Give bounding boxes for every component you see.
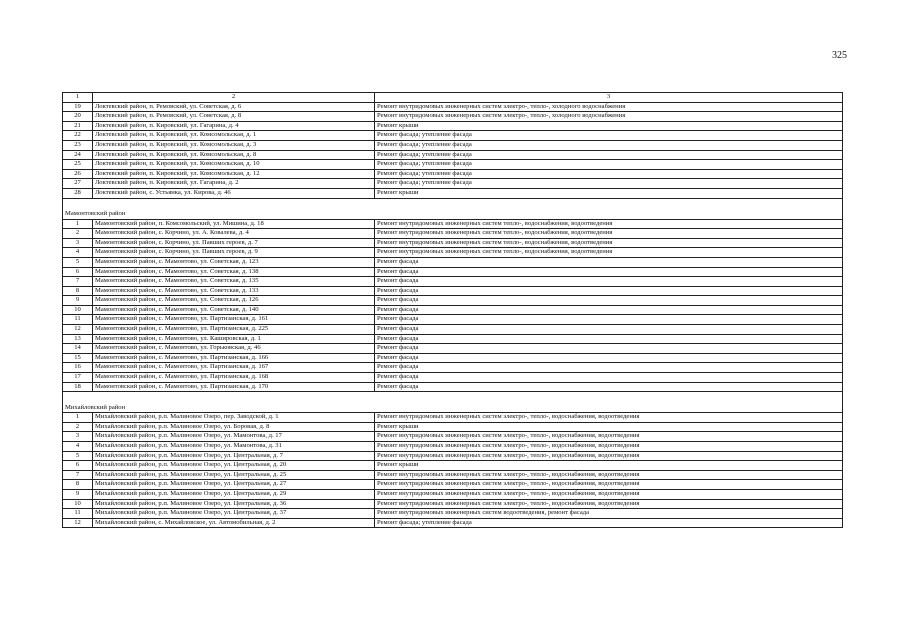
table-row bbox=[63, 325, 843, 335]
row-work-type: Ремонт фасада; утепление фасада bbox=[375, 160, 843, 170]
row-work-type: Ремонт фасада bbox=[375, 257, 843, 267]
row-work-type: Ремонт внутридомовых инженерных систем тепло-, водоснабжения, водоотведения bbox=[375, 229, 843, 239]
row-number: 3 bbox=[63, 432, 93, 442]
row-work-type: Ремонт фасада bbox=[375, 315, 843, 325]
table-row bbox=[63, 413, 843, 423]
row-number: 7 bbox=[63, 470, 93, 480]
row-work-type: Ремонт фасада bbox=[375, 296, 843, 306]
table-row bbox=[63, 344, 843, 354]
row-number: 28 bbox=[63, 188, 93, 198]
row-work-type: Ремонт внутридомовых инженерных систем тепло-, водоснабжения, водоотведения bbox=[375, 238, 843, 248]
row-work-type: Ремонт внутридомовых инженерных систем электро-, тепло-, водоснабжения, водоотведения bbox=[375, 480, 843, 490]
table-row bbox=[63, 267, 843, 277]
table-row bbox=[63, 509, 843, 519]
row-address: Мамонтовский район, с. Мамонтово, ул. Советская, д. 140 bbox=[93, 305, 375, 315]
row-number: 7 bbox=[63, 277, 93, 287]
row-number: 11 bbox=[63, 315, 93, 325]
row-number: 26 bbox=[63, 169, 93, 179]
row-number: 1 bbox=[63, 219, 93, 229]
row-address: Мамонтовский район, с. Мамонтово, ул. Партизанская, д. 168 bbox=[93, 373, 375, 383]
row-number: 17 bbox=[63, 373, 93, 383]
section-row bbox=[63, 392, 843, 413]
row-number: 15 bbox=[63, 353, 93, 363]
row-work-type: Ремонт внутридомовых инженерных систем водоотведения, ремонт фасада bbox=[375, 509, 843, 519]
row-number: 5 bbox=[63, 451, 93, 461]
table-row bbox=[63, 257, 843, 267]
row-address: Мамонтовский район, с. Мамонтово, ул. Партизанская, д. 170 bbox=[93, 382, 375, 392]
row-work-type: Ремонт фасада bbox=[375, 353, 843, 363]
table-row bbox=[63, 219, 843, 229]
row-work-type: Ремонт фасада; утепление фасада bbox=[375, 140, 843, 150]
table-row bbox=[63, 238, 843, 248]
row-address: Мамонтовский район, с. Мамонтово, ул. Советская, д. 138 bbox=[93, 267, 375, 277]
row-number: 12 bbox=[63, 518, 93, 528]
row-work-type: Ремонт фасада bbox=[375, 382, 843, 392]
table-row bbox=[63, 169, 843, 179]
page-number: 325 bbox=[832, 50, 847, 61]
row-number: 2 bbox=[63, 229, 93, 239]
table-row bbox=[63, 499, 843, 509]
row-number: 9 bbox=[63, 489, 93, 499]
table-row bbox=[63, 160, 843, 170]
table-row bbox=[63, 131, 843, 141]
row-address: Мамонтовский район, с. Мамонтово, ул. Партизанская, д. 161 bbox=[93, 315, 375, 325]
row-work-type: Ремонт внутридомовых инженерных систем электро-, тепло-, водоснабжения, водоотведения bbox=[375, 442, 843, 452]
row-address: Локтевский район, п. Ремовский, ул. Советская, д. 8 bbox=[93, 112, 375, 122]
table-row bbox=[63, 353, 843, 363]
row-number: 10 bbox=[63, 499, 93, 509]
header-col-1: 1 bbox=[63, 93, 93, 103]
row-number: 8 bbox=[63, 480, 93, 490]
row-work-type: Ремонт фасада; утепление фасада bbox=[375, 179, 843, 189]
table-row bbox=[63, 432, 843, 442]
row-work-type: Ремонт крыши bbox=[375, 422, 843, 432]
row-work-type: Ремонт фасада bbox=[375, 325, 843, 335]
table-row bbox=[63, 480, 843, 490]
row-address: Михайловский район, р.п. Малиновое Озеро, ул. Мамонтова, д. 17 bbox=[93, 432, 375, 442]
repair-table bbox=[62, 92, 843, 528]
row-address: Локтевский район, п. Кировский, ул. Комсомольская, д. 8 bbox=[93, 150, 375, 160]
row-number: 3 bbox=[63, 238, 93, 248]
row-work-type: Ремонт фасада; утепление фасада bbox=[375, 169, 843, 179]
row-work-type: Ремонт внутридомовых инженерных систем электро-, тепло-, водоснабжения, водоотведения bbox=[375, 470, 843, 480]
row-address: Локтевский район, п. Кировский, ул. Гагарина, д. 2 bbox=[93, 179, 375, 189]
row-number: 20 bbox=[63, 112, 93, 122]
row-address: Мамонтовский район, с. Мамонтово, ул. Советская, д. 135 bbox=[93, 277, 375, 287]
row-work-type: Ремонт фасада bbox=[375, 305, 843, 315]
row-number: 27 bbox=[63, 179, 93, 189]
row-number: 6 bbox=[63, 461, 93, 471]
row-address: Михайловский район, р.п. Малиновое Озеро, ул. Боровая, д. 8 bbox=[93, 422, 375, 432]
row-work-type: Ремонт фасада bbox=[375, 286, 843, 296]
row-address: Михайловский район, р.п. Малиновое Озеро, ул. Центральная, д. 20 bbox=[93, 461, 375, 471]
row-address: Мамонтовский район, с. Мамонтово, ул. Советская, д. 126 bbox=[93, 296, 375, 306]
row-number: 22 bbox=[63, 131, 93, 141]
table-row bbox=[63, 286, 843, 296]
table-row bbox=[63, 150, 843, 160]
row-work-type: Ремонт внутридомовых инженерных систем электро-, тепло-, водоснабжения, водоотведения bbox=[375, 413, 843, 423]
row-address: Мамонтовский район, с. Корчино, ул. А. Ковалева, д. 4 bbox=[93, 229, 375, 239]
row-work-type: Ремонт внутридомовых инженерных систем тепло-, водоснабжения, водоотведения bbox=[375, 248, 843, 258]
row-number: 13 bbox=[63, 334, 93, 344]
row-address: Михайловский район, р.п. Малиновое Озеро, ул. Центральная, д. 29 bbox=[93, 489, 375, 499]
row-work-type: Ремонт внутридомовых инженерных систем электро-, тепло-, водоснабжения, водоотведения bbox=[375, 489, 843, 499]
row-number: 18 bbox=[63, 382, 93, 392]
row-address: Локтевский район, п. Кировский, ул. Комсомольская, д. 3 bbox=[93, 140, 375, 150]
row-number: 4 bbox=[63, 248, 93, 258]
row-number: 9 bbox=[63, 296, 93, 306]
row-work-type: Ремонт внутридомовых инженерных систем электро-, тепло-, холодного водоснабжения bbox=[375, 102, 843, 112]
row-work-type: Ремонт фасада; утепление фасада bbox=[375, 150, 843, 160]
row-address: Мамонтовский район, с. Мамонтово, ул. Партизанская, д. 167 bbox=[93, 363, 375, 373]
row-address: Мамонтовский район, с. Мамонтово, ул. Советская, д. 123 bbox=[93, 257, 375, 267]
row-work-type: Ремонт фасада bbox=[375, 363, 843, 373]
row-address: Мамонтовский район, с. Корчино, ул. Павших героев, д. 9 bbox=[93, 248, 375, 258]
table-row bbox=[63, 296, 843, 306]
row-address: Мамонтовский район, п. Комсомольский, ул. Мишина, д. 18 bbox=[93, 219, 375, 229]
row-address: Михайловский район, с. Михайловское, ул. Автомобильная, д. 2 bbox=[93, 518, 375, 528]
table-row bbox=[63, 277, 843, 287]
table-row bbox=[63, 140, 843, 150]
section-title: Мамонтовский район bbox=[63, 198, 843, 219]
row-address: Мамонтовский район, с. Мамонтово, ул. Горьковская, д. 46 bbox=[93, 344, 375, 354]
row-address: Локтевский район, п. Кировский, ул. Комсомольская, д. 1 bbox=[93, 131, 375, 141]
table-row bbox=[63, 179, 843, 189]
row-work-type: Ремонт фасада; утепление фасада bbox=[375, 131, 843, 141]
row-address: Мамонтовский район, с. Мамонтово, ул. Партизанская, д. 225 bbox=[93, 325, 375, 335]
row-number: 24 bbox=[63, 150, 93, 160]
row-number: 5 bbox=[63, 257, 93, 267]
row-number: 14 bbox=[63, 344, 93, 354]
table-row bbox=[63, 248, 843, 258]
row-address: Михайловский район, р.п. Малиновое Озеро, ул. Мамонтова, д. 31 bbox=[93, 442, 375, 452]
row-address: Локтевский район, п. Кировский, ул. Гагарина, д. 4 bbox=[93, 121, 375, 131]
row-address: Локтевский район, с. Устьянка, ул. Кирова, д. 46 bbox=[93, 188, 375, 198]
row-number: 25 bbox=[63, 160, 93, 170]
row-address: Мамонтовский район, с. Мамонтово, ул. Партизанская, д. 166 bbox=[93, 353, 375, 363]
row-number: 12 bbox=[63, 325, 93, 335]
row-work-type: Ремонт крыши bbox=[375, 188, 843, 198]
table-row bbox=[63, 461, 843, 471]
row-work-type: Ремонт крыши bbox=[375, 461, 843, 471]
row-address: Михайловский район, р.п. Малиновое Озеро, пер. Заводской, д. 1 bbox=[93, 413, 375, 423]
row-number: 2 bbox=[63, 422, 93, 432]
row-number: 11 bbox=[63, 509, 93, 519]
row-address: Локтевский район, п. Кировский, ул. Комсомольская, д. 10 bbox=[93, 160, 375, 170]
table-row bbox=[63, 315, 843, 325]
row-work-type: Ремонт внутридомовых инженерных систем электро-, тепло-, водоснабжения, водоотведения bbox=[375, 451, 843, 461]
table-row bbox=[63, 229, 843, 239]
table-row bbox=[63, 422, 843, 432]
row-address: Михайловский район, р.п. Малиновое Озеро, ул. Центральная, д. 36 bbox=[93, 499, 375, 509]
row-work-type: Ремонт внутридомовых инженерных систем тепло-, водоснабжения, водоотведения bbox=[375, 219, 843, 229]
table-row bbox=[63, 442, 843, 452]
row-number: 6 bbox=[63, 267, 93, 277]
table-row bbox=[63, 451, 843, 461]
row-address: Мамонтовский район, с. Мамонтово, ул. Кашировская, д. 1 bbox=[93, 334, 375, 344]
table-row bbox=[63, 373, 843, 383]
row-number: 21 bbox=[63, 121, 93, 131]
table-row bbox=[63, 382, 843, 392]
table-row bbox=[63, 305, 843, 315]
row-address: Михайловский район, р.п. Малиновое Озеро, ул. Центральная, д. 25 bbox=[93, 470, 375, 480]
row-work-type: Ремонт фасада; утепление фасада bbox=[375, 518, 843, 528]
table-row bbox=[63, 188, 843, 198]
section-title: Михайловский район bbox=[63, 392, 843, 413]
row-number: 1 bbox=[63, 413, 93, 423]
row-work-type: Ремонт фасада bbox=[375, 334, 843, 344]
row-number: 23 bbox=[63, 140, 93, 150]
table-row bbox=[63, 470, 843, 480]
row-address: Локтевский район, п. Кировский, ул. Комсомольская, д. 12 bbox=[93, 169, 375, 179]
row-work-type: Ремонт крыши bbox=[375, 121, 843, 131]
table-row bbox=[63, 518, 843, 528]
row-address: Михайловский район, р.п. Малиновое Озеро, ул. Центральная, д. 27 bbox=[93, 480, 375, 490]
table-header-row bbox=[63, 93, 843, 103]
row-work-type: Ремонт внутридомовых инженерных систем электро-, тепло-, водоснабжения, водоотведения bbox=[375, 499, 843, 509]
row-number: 10 bbox=[63, 305, 93, 315]
row-work-type: Ремонт фасада bbox=[375, 373, 843, 383]
table-row bbox=[63, 121, 843, 131]
section-row bbox=[63, 198, 843, 219]
row-number: 19 bbox=[63, 102, 93, 112]
row-number: 16 bbox=[63, 363, 93, 373]
table-row bbox=[63, 489, 843, 499]
table-row bbox=[63, 102, 843, 112]
table-row bbox=[63, 112, 843, 122]
row-address: Локтевский район, п. Ремовский, ул. Советская, д. 6 bbox=[93, 102, 375, 112]
row-number: 8 bbox=[63, 286, 93, 296]
row-work-type: Ремонт внутридомовых инженерных систем электро-, тепло-, водоснабжения, водоотведения bbox=[375, 432, 843, 442]
header-col-2: 2 bbox=[93, 93, 375, 103]
row-work-type: Ремонт фасада bbox=[375, 277, 843, 287]
table-row bbox=[63, 363, 843, 373]
header-col-3: 3 bbox=[375, 93, 843, 103]
row-work-type: Ремонт внутридомовых инженерных систем электро-, тепло-, холодного водоснабжения bbox=[375, 112, 843, 122]
row-address: Михайловский район, р.п. Малиновое Озеро, ул. Центральная, д. 37 bbox=[93, 509, 375, 519]
row-work-type: Ремонт фасада bbox=[375, 267, 843, 277]
table-row bbox=[63, 334, 843, 344]
row-number: 4 bbox=[63, 442, 93, 452]
row-address: Мамонтовский район, с. Мамонтово, ул. Советская, д. 133 bbox=[93, 286, 375, 296]
row-work-type: Ремонт фасада bbox=[375, 344, 843, 354]
row-address: Михайловский район, р.п. Малиновое Озеро, ул. Центральная, д. 7 bbox=[93, 451, 375, 461]
row-address: Мамонтовский район, с. Корчино, ул. Павших героев, д. 7 bbox=[93, 238, 375, 248]
